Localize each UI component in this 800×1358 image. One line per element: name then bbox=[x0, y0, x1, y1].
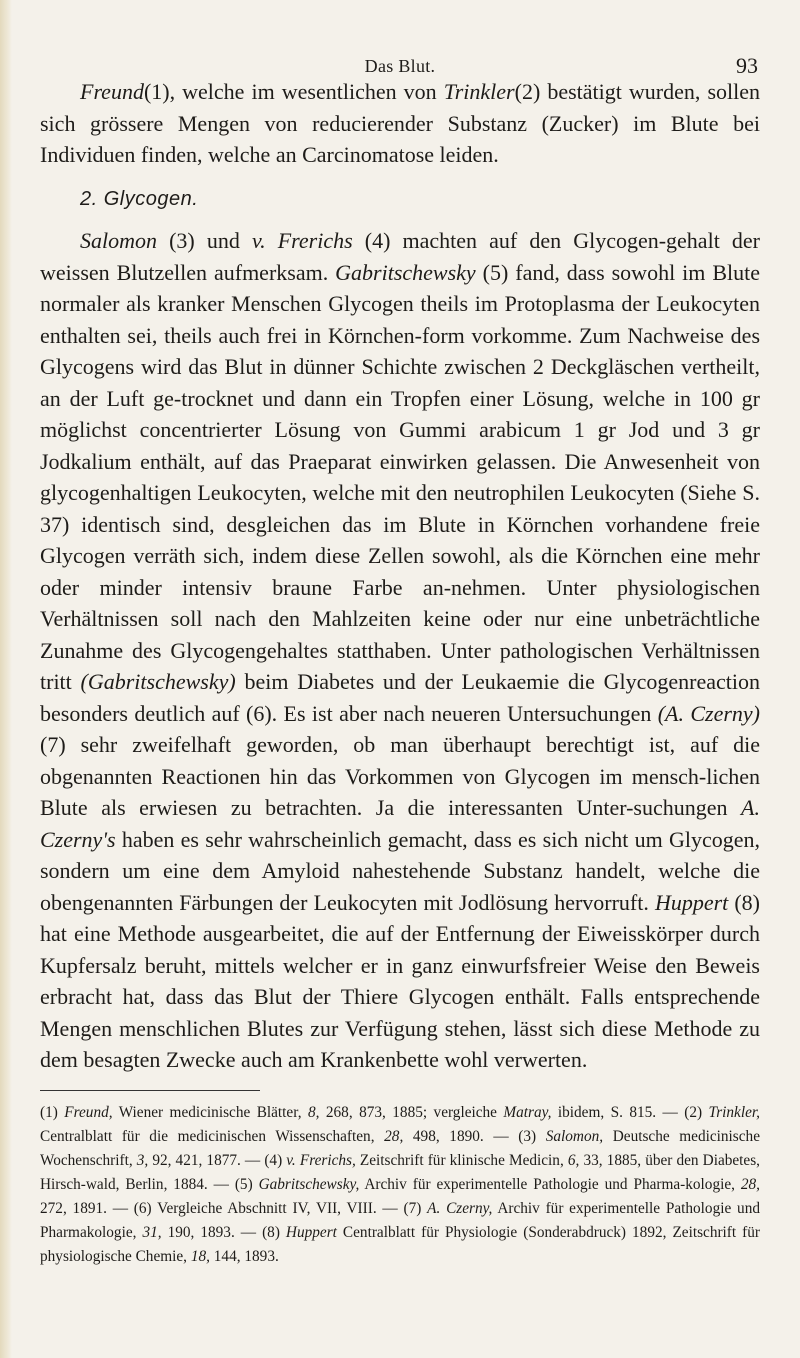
footnote-author: A. Czerny, bbox=[427, 1199, 493, 1217]
footnote-text: 498, 1890. — (3) bbox=[403, 1127, 546, 1145]
page-header bbox=[40, 0, 760, 76]
footnote-text: 92, 421, 1877. — (4) bbox=[148, 1151, 287, 1169]
author-name: A. Czerny's bbox=[40, 795, 760, 852]
footnote-text: 272, 1891. — (6) Vergleiche Abschnitt IV, VII, VIII. — (7) bbox=[40, 1199, 428, 1217]
text-run: (3) und bbox=[157, 228, 252, 253]
footnote-rule bbox=[40, 1090, 260, 1091]
footnote-text: Zeitschrift für klinische Medicin, bbox=[355, 1151, 568, 1169]
footnote-volume: 18, bbox=[190, 1247, 210, 1265]
text-run: beim Diabetes und der Leukaemie die Glycogenreaction besonders deutlich auf (6). Es ist aber nach neueren Untersuchungen bbox=[40, 669, 760, 726]
footnote-text: Archiv für experimentelle Pathologie und Pharma-kologie, bbox=[359, 1175, 741, 1193]
book-page bbox=[40, 0, 760, 1269]
author-name: Huppert bbox=[654, 889, 729, 915]
footnote-author: Matray, bbox=[503, 1103, 552, 1121]
page-number: 93 bbox=[736, 53, 758, 78]
footnote-text: Centralblatt für Physiologie (Sonderabdruck) 1892, Zeitschrift für physiologische Chemie, bbox=[40, 1223, 760, 1265]
footnote-text: Archiv für experimentelle Pathologie und Pharmakologie, bbox=[40, 1199, 760, 1241]
section-heading: 2. Glycogen. bbox=[80, 187, 199, 210]
footnote-volume: 28, bbox=[740, 1175, 760, 1193]
footnote-author: Gabritschewsky, bbox=[258, 1175, 360, 1193]
footnote-volume: 8, bbox=[307, 1103, 320, 1121]
text-run: (2) bestätigt wurden, sollen sich grössere Mengen von reducierender Substanz (Zucker) im Blute bei Individuen finden, welche an Carcinomatose leiden. bbox=[40, 79, 760, 167]
author-name: Freund bbox=[80, 79, 144, 104]
text-run: (4) machten auf den Glycogen-gehalt der weissen Blutzellen aufmerksam. bbox=[40, 228, 760, 285]
footnote-volume: 28, bbox=[384, 1127, 404, 1145]
footnote-text: 33, 1885, über den Diabetes, Hirsch-wald, Berlin, 1884. — (5) bbox=[40, 1151, 760, 1193]
footnote-text: Wiener medicinische Blätter, bbox=[112, 1103, 308, 1121]
footnote-text: Deutsche medicinische Wochenschrift, bbox=[40, 1127, 760, 1169]
footnote-author: Huppert bbox=[285, 1223, 337, 1241]
footnote-author: Salomon, bbox=[545, 1127, 604, 1145]
footnote-text: 190, 1893. — (8) bbox=[161, 1223, 286, 1241]
footnote-author: v. Frerichs, bbox=[286, 1151, 356, 1169]
footnote-author: Trinkler, bbox=[708, 1103, 760, 1121]
text-run: (1), welche im wesentlichen von bbox=[143, 79, 444, 104]
author-name: Trinkler bbox=[443, 79, 515, 104]
page-edge bbox=[0, 0, 12, 1358]
running-title: Das Blut. bbox=[364, 56, 436, 76]
paragraph-glycogen bbox=[40, 225, 760, 1076]
footnote-volume: 6, bbox=[567, 1151, 580, 1169]
footnote-volume: 31, bbox=[142, 1223, 162, 1241]
text-run: haben es sehr wahrscheinlich gemacht, dass es sich nicht um Glycogen, sondern um eine dem Amyloid nahestehende Substanz handelt, welche die obengenannten Färbungen der Leukocyten mit Jodlösung hervorruft. bbox=[40, 826, 760, 915]
footnote-text: ibidem, S. 815. — (2) bbox=[551, 1103, 709, 1121]
footnotes bbox=[40, 1101, 760, 1269]
footnote-author: Freund, bbox=[64, 1103, 113, 1121]
author-name: v. Frerichs bbox=[251, 228, 353, 253]
text-run: (5) fand, dass sowohl im Blute normaler als kranker Menschen Glycogen theils im Protoplasma der Leukocyten enthalten sei, theils auch frei in Körnchen-form vorkomme. Zum Nachweise des Glycogens wird das Blut in dünner Schichte zwischen 2 Deckgläschen vertheilt, an der Luft ge-trocknet und dann ein Tropfen einer Lösung, welche in 100 gr möglichst concentrierter Lösung von Gummi arabicum 1 gr Jod und 3 gr Jodkalium enthält, auf das Praeparat einwirken gelassen. Die Anwesenheit von glycogenhaltigen Leukocyten, welche mit den neutrophilen Leukocyten (Siehe S. 37) identisch sind, desgleichen das im Blute in Körnchen vorhandene freie Glycogen verräth sich, indem diese Zellen sowohl, als die Körnchen eine mehr oder minder intensiv braune Farbe an-nehmen. Unter physiologischen Verhältnissen soll nach den Mahlzeiten keine oder nur eine unbeträchtliche Zunahme des Glycogengehaltes statthaben. Unter pathologischen Verhältnissen tritt bbox=[40, 259, 760, 694]
footnote-text: 144, 1893. bbox=[209, 1247, 279, 1265]
footnote-text: 268, 873, 1885; vergleiche bbox=[319, 1103, 504, 1121]
author-name: Gabritschewsky bbox=[335, 259, 476, 285]
footnote-text: (1) bbox=[40, 1103, 65, 1121]
text-run: (7) sehr zweifelhaft geworden, ob man überhaupt berechtigt ist, auf die obgenannten Reactionen hin das Vorkommen von Glycogen im mensch-lichen Blute als erwiesen zu betrachten. Ja die interessanten Unter-suchungen bbox=[40, 732, 760, 820]
paragraph-freund bbox=[40, 76, 760, 171]
footnote-text: Centralblatt für die medicinischen Wissenschaften, bbox=[40, 1127, 385, 1145]
footnote-volume: 3, bbox=[136, 1151, 149, 1169]
author-name: (A. Czerny) bbox=[657, 700, 761, 726]
body-text bbox=[40, 76, 760, 1076]
author-name: Salomon bbox=[80, 228, 157, 253]
author-name: (Gabritschewsky) bbox=[80, 669, 236, 694]
text-run: (8) hat eine Methode ausgearbeitet, die auf der Entfernung der Eiweisskörper durch Kupfersalz beruht, mittels welcher er in ganz einwurfsfreier Weise den Beweis erbracht hat, dass das Blut der Thiere Glycogen enthält. Falls entsprechende Mengen menschlichen Blutes zur Verfügung stehen, lässt sich diese Methode zu dem besagten Zwecke auch am Krankenbette wohl verwerten. bbox=[40, 889, 761, 1072]
